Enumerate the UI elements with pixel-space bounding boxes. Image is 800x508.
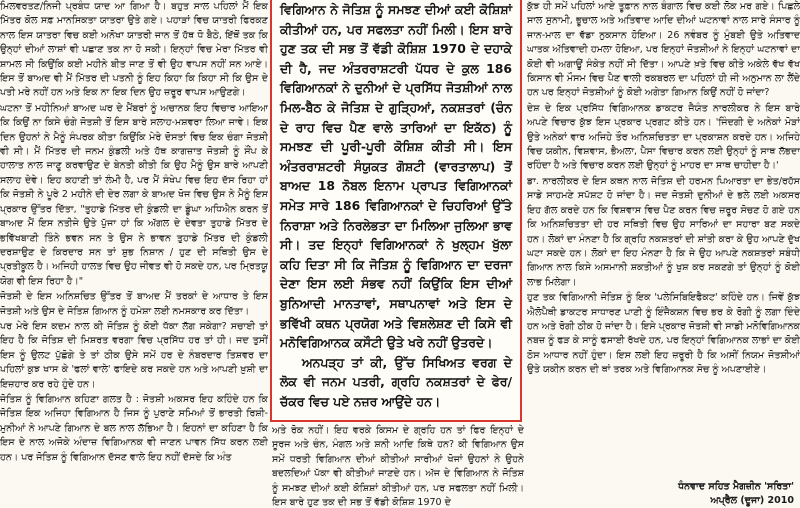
center-paragraph: ਅਤੇ ਰੋਕ ਨਹੀਂ। ਇਹ ਵਰਕੇ ਕਿਸਮ ਦੇ ਗ੍ਰਹਿ ਹਨ ਤਾਂ ਫਿਰ ਇਨ੍ਹਾਂ ਦੇ ਸੂਰਜ ਅਤੇ ਚੰਨ, ਮੰਗਲ ਅਤੇ ਸ਼ਨੀ ਆਦਿ ਕਿਥੇ ਹਨ? ਕੀ ਵਿਗਿਆਨ ਉਸ ਸਮੇਂ ਧਰਤੀ ਵਿਗਿਆਨ ਦੀਆਂ ਕੀਤੀਆਂ ਸਾਰੀਆਂ ਖੋਜਾਂ ਉਹਨਾਂ ਨੇ ਉਹਨੇ ਬਦਲਦਿਆਂ ਪੱਕਾ ਵੀ ਕੀਤੀਆਂ ਜਾਣਦੇ ਹਨ। ਅੱਜ ਦੇ ਵਿਗਿਆਨ ਨੇ ਜੋਤਿਸ਼ ਨੂੰ ਸਮਝਣ ਦੀਆਂ ਕਈ ਕੋਸ਼ਿਸ਼ਾਂ ਕੀਤੀਆਂ ਹਨ, ਪਰ ਸਫਲਤਾ ਨਹੀਂ ਮਿਲੀ। ਇਸ ਬਾਰੇ ਹੁਣ ਤਕ ਦੀ ਸਭ ਤੋਂ ਵੱਡੀ ਕੋਸ਼ਿਸ਼ 1970 ਦੇ xyxy=(272,425,524,508)
right-paragraph: ਕੁੱਝ ਹੀ ਸਮੇਂ ਪਹਿਲਾਂ ਆਏ ਤੂਫ਼ਾਨ ਨਾਲ ਬੰਗਾਲ ਵਿਚ ਕਈ ਲੋਕ ਮਰ ਗਏ। ਪਿਛਲੇ ਸਾਲ ਸੁਨਾਮੀ, ਭੂਚਾਲ ਅਤੇ ਅਤਿਵਾਦ ਆਦਿ ਦੀਆਂ ਘਟਨਾਵਾਂ ਨਾਲ ਸਾਰੇ ਸੰਸਾਰ ਨੂੰ ਜਾਨ-ਮਾਲ ਦਾ ਵੱਡਾ ਨੁਕਸਾਨ ਹੋਇਆ। 26 ਨਵੰਬਰ ਨੂੰ ਮੁੰਬਈ ਉਤੇ ਅਤਿਵਾਦ ਘਾਤਕ ਅੱਤਿਵਾਦੀ ਹਮਲਾ ਹੋਇਆ, ਪਰ ਇਨ੍ਹਾਂ ਜੋਤਸ਼ੀਆਂ ਨੇ ਇਨ੍ਹਾਂ ਘਟਨਾਵਾਂ ਦਾ ਕੋਈ ਵੀ ਅਗਾਊਂ ਸੰਕੇਤ ਨਹੀਂ ਸੀ ਦਿੱਤਾ। ਆਪਣੇ ਖ਼ਤੇ ਵਿਚ ਕੀਤੇ ਅਕੇਲੇ ਵੱਖ ਵੱਖ ਕਿਸਾਨ ਵੀ ਮੌਸਮ ਵਿਚ ਪੈਣ ਵਾਲੀ ਰਕਬਰਲ ਦਾ ਪਹਿਲਾਂ ਹੀ ਜੀ ਅਨੁਮਾਨ ਲਾ ਲੈਂਦੇ ਹਨ ਪਰ ਇਨ੍ਹਾਂ ਜੋਤਸ਼ੀਆਂ ਨੂੰ ਕੋਈ ਅਗੇਤਾ ਗਿਆਨ ਕਿਉਂ ਨਹੀਂ ਹੋ ਜਾਂਦਾ? xyxy=(527,1,800,99)
left-paragraph: ਪਰ ਮੇਰੇ ਇਸ ਕਦਮ ਨਾਲ ਕੀ ਜੋਤਿਸ਼ ਨੂੰ ਕੋਈ ਧੱਕਾ ਲੱਗ ਸਕੇਗਾ? ਸਚਾਈ ਤਾਂ ਇਹ ਹੈ ਕਿ ਜੋਤਿਸ਼ ਦੀ ਮਿਸ਼ਰਤ ਵਰਗਾ ਵਿਚ ਪ੍ਰਸਿੱਧ ਹਰ ਤਾਂ ਹੀ। ਜਦ ਤੁਸੀਂ ਇਸ ਨੂੰ ਉਲਟ ਪੁੱਛੋਗੇ ਤੇ ਤਾਂ ਠੀਕ ਉਸੇ ਸਮੇਂ ਹਰ ਦੇ ਨੰਬਰਦਾਰ ਤਿਸ਼ਵਰ ਦਾ ਪਹਿਲਾਂ ਕੁਝ ਖਾਸ ਕੇ 'ਫਲਾਂ ਵਾਲੇ' ਫਾਇਦੇ ਕਰ ਸਕਦੇ ਹਨ ਅਤੇ ਆਪਣੀ ਖ਼ੁਸ਼ੀ ਦਾ ਇਜ਼ਹਾਰ ਕਰ ਰਹੇ ਹੁੰਦੇ ਹਨ। xyxy=(0,320,268,390)
left-paragraph: ਜੋਤਿਸ਼ ਨੂੰ ਵਿਗਿਆਨ ਕਹਿਣਾ ਗਲਤ ਹੈ : ਜੋਤਸ਼ੀ ਅਕਸਰ ਇਹ ਕਹਿੰਦੇ ਹਨ ਕਿ ਜੋਤਿਸ਼ ਇਕ ਅਜਿਹਾ ਵਿਗਿਆਨ ਹੈ ਜਿਸ ਨੂੰ ਪੁਰਾਣੇ ਸਮਿਆਂ ਤੋਂ ਭਾਰਤੀ ਰਿਸ਼ੀ-ਮੁਨੀਆਂ ਨੇ ਆਪਣੇ ਗਿਆਨ ਦੇ ਬਲ ਨਾਲ ਲੱਭਿਆ ਹੈ। ਇਹਨਾਂ ਦਾ ਕਹਿਣਾ ਹੈ ਕਿ ਇਸ ਦੇ ਨਾਲ ਅਜੋਕੇ ਅੰਦਾਜ਼ ਵਿਗਿਆਨਕ ਵੀ ਜਾਣਨ ਪਾਵਨ ਸਿੱਧ ਕਰਨ ਲਈ ਹਨ। ਪਰ ਜੋਤਿਸ਼ ਨੂੰ ਵਿਗਿਆਨ ਦੱਸਣ ਵਾਲੇ ਇਹ ਨਹੀਂ ਦੱਸਦੇ ਕਿ ਅੰਤ xyxy=(0,393,268,463)
left-paragraph: ਜੋਤਸ਼ੀ ਦੇ ਇਸ ਅਨਿਸ਼ਚਿਤ ਉੱਤਰ ਤੋਂ ਬਾਅਦ ਮੈਂ ਤਰਕਾਂ ਦੇ ਆਧਾਰ ਤੇ ਇਸ ਜੋਤਸ਼ੀ ਅਤੇ ਉਸ ਦੇ ਜੋਤਿਸ਼ ਗਿਆਨ ਨੂੰ ਹਮੇਸ਼ਾ ਲਈ ਨਮਸਕਾਰ ਕਰ ਦਿੱਤਾ। xyxy=(0,291,268,317)
right-column xyxy=(527,0,800,508)
highlighted-pullquote-box xyxy=(270,0,522,422)
right-paragraph: ਹੁਣ ਤਕ ਵਿਗਿਆਨੀ ਜੋਤਿਸ਼ ਨੂੰ ਇਕ 'ਪਲੇਸਿਬਿਇਫੈਕਟ' ਕਹਿੰਦੇ ਹਨ। ਜਿਵੇਂ ਕੁੱਝ ਐਲੋਪੈਥੀ ਡਾਕਟਰ ਸਾਧਾਰਣ ਪਾਣੀ ਨੂੰ ਇੰਜੈਕਸ਼ਨ ਵਿਚ ਭਰ ਕੇ ਰੋਗੀ ਨੂੰ ਲਗਾ ਦਿੰਦੇ ਹਨ ਅਤੇ ਰੋਗੀ ਠੀਕ ਹੋ ਜਾਂਦਾ ਹੈ। ਇਸੇ ਪ੍ਰਕਾਰ ਜੋਤਸ਼ੀ ਵੀ ਸਾਡੀ ਮਨੋਵਿਗਿਆਨਕ ਨਬਜ਼ ਨੂੰ ਫੜ ਕੇ ਸਾਨੂੰ ਫਸਾਈ ਰੱਖਦੇ ਹਨ, ਪਰ ਇਨ੍ਹਾਂ ਵਿਗਿਆਨਕ ਲਾਭਾਂ ਦਾ ਕੋਈ ਠੋਸ ਆਧਾਰ ਨਹੀਂ ਹੁੰਦਾ। ਇਸ ਲਈ ਇਹ ਜ਼ਰੂਰੀ ਹੈ ਕਿ ਅਸੀਂ ਨਿਯਮ ਜੋਤਸ਼ੀਆਂ ਉਤੇ ਯਕੀਨ ਕਰਨ ਦੀ ਥਾਂ ਤਰਕ ਅਤੇ ਵਿਗਿਆਨਕ ਸੋਚ ਨੂੰ ਅਪਣਾਈਏ। xyxy=(527,292,800,376)
right-paragraph: ਦੇਸ਼ ਦੇ ਇਕ ਪ੍ਰਸਿੱਧ ਵਿਗਿਆਨਕ ਡਾਕਟਰ ਜੈਯੰਤ ਨਾਰਲੀਕਰ ਨੇ ਇਸ ਬਾਰੇ ਅਪਣੇ ਵਿਚਾਰ ਕੁੱਝ ਇਸ ਪ੍ਰਕਾਰ ਪ੍ਰਗਟ ਕੀਤੇ ਹਨ। 'ਜਿੰਦਗੀ ਦੇ ਅਨੇਕਾਂ ਮੋੜਾਂ ਉਤੇ ਅਨੇਕਾਂ ਵਾਰ ਅਜਿਹੇ ਤੌਰ ਅਨਿਸ਼ਚਿਤਤਾ ਦਾ ਪ੍ਰਕਾਸ਼ਨ ਕਰਦੇ ਹਨ। ਅਜਿਹੇ ਵਿਚ ਯਕੀਨ, ਵਿਸ਼ਵਾਸ, ਭੈਅਲਾ, ਪੈਸਾ ਵਿਚਾਰ ਕਰਨ ਲਈ ਉਨ੍ਹਾਂ ਨੂੰ ਸਾਥ ਲੱਭਦਾ ਰਹਿੰਦਾ ਹੈ ਅਤੇ ਵਿਚਾਰ ਕਰਨ ਲਈ ਉਨ੍ਹਾਂ ਨੂੰ ਮਾਹਰ ਦਾ ਸਾਥ ਚਾਹੀਦਾ ਹੈ।' xyxy=(527,102,800,172)
left-paragraph: ਘਟਨਾ ਤੋਂ ਮਹੀਨਿਆਂ ਬਾਅਦ ਘਰ ਦੇ ਮੈਂਬਰਾਂ ਨੂੰ ਅਚਾਨਕ ਇਹ ਵਿਚਾਰ ਆਇਆ ਕਿ ਕਿਉਂ ਨਾ ਕਿਸੇ ਚੰਗੇ ਜੋਤਸ਼ੀ ਤੋਂ ਇਸ ਬਾਰੇ ਸਲਾਹ-ਮਸ਼ਵਰਾ ਲਿਆ ਜਾਵੇ। ਇਕ ਦਿਨ ਉਹਨਾਂ ਨੇ ਮੈਨੂੰ ਸੰਪਰਕ ਕੀਤਾ ਕਿਉਂਕਿ ਮੇਰੇ ਦੋਸਤਾਂ ਵਿਚ ਇਕ ਚੰਗਾ ਜੋਤਸ਼ੀ ਵੀ ਸੀ। ਮੈਂ ਮਿੱਤਰ ਦੀ ਜਨਮ ਕੁੰਡਲੀ ਅਤੇ ਹੱਥ ਕਾਗਜ਼ਾਤ ਜੋਤਸ਼ੀ ਨੂੰ ਸੌਂਪ ਕੇ ਹਾਲਾਤ ਨਾਲ ਜਾਣੂ ਕਰਵਾਉਣ ਦੇ ਬੇਨਤੀ ਕੀਤੀ ਕਿ ਉਹ ਮੈਨੂੰ ਉਸ ਬਾਰੇ ਆਪਣੀ ਸਲਾਹ ਦੇਵੇ। ਇਹ ਕਹਾਣੀ ਤਾਂ ਲੰਮੀ ਹੈ, ਪਰ ਮੈਂ ਸੰਖੇਪ ਵਿਚ ਇਹ ਦੱਸ ਰਿਹਾ ਹਾਂ ਕਿ ਜੋਤਸ਼ੀ ਨੇ ਪੂਰੇ 2 ਮਹੀਨੇ ਦੀ ਦੇਰ ਲਗਾ ਕੇ ਬਾਅਦ ਖੋਜ ਵਿਚ ਉਸ ਨੇ ਮੈਨੂੰ ਇਸ ਪ੍ਰਕਾਰ ਉੱਤਰ ਦਿੱਤਾ, "ਤੁਹਾਡੇ ਮਿੱਤਰ ਦੀ ਕੁੰਡਲੀ ਦਾ ਡੂੰਘਾ ਅਧਿਐਨ ਕਰਨ ਤੋਂ ਬਾਅਦ ਮੈਂ ਇਸ ਨਤੀਜੇ ਉਤੇ ਪੁੱਜਾ ਹਾਂ ਕਿ ਅੱਗਲ ਦੇ ਦੇਵਤਾ ਤੁਹਾਡੇ ਮਿੱਤਰ ਦੇ ਭਵਿੱਖਬਾਣੀ ਤਿੰਨੇ ਭਵਨ ਸਨ ਤੇ ਉਸ ਨੇ ਭਾਵਨ ਤੁਹਾਡੇ ਮਿੱਤਰ ਦੀ ਕੁੰਡਲੀ ਦਰਸ਼ਾਉਣ ਦੇ ਕਿਰਦਾਰ ਸਨ ਤਾਂ ਸ਼ੁਭ ਨਿਸ਼ਾਨ / ਹੁਣ ਦੀ ਸਥਿਤੀ ਉਸ ਦੇ ਪ੍ਰਤੀਕੂਲ ਹੈ। ਅਜਿਹੀ ਹਾਲਤ ਵਿਚ ਉਹ ਜੀਵਤ ਵੀ ਹੋ ਸਕਦੇ ਹਨ, ਪਰ ਮ੍ਰਿਤਯੂ ਯੋਗ ਵੀ ਇਸ ਰਿਹਾ ਹੈ।" xyxy=(0,102,268,287)
left-paragraph: ਮਿਲਵਰਤਣ/ਨਿਜੀ ਪ੍ਰਬੰਧ ਯਾਦ ਆ ਗਿਆ ਹੈ। ਬਹੁਤ ਸਾਲ ਪਹਿਲਾਂ ਮੈਂ ਇਕ ਮਿੱਤਰ ਕੋਲ ਸਫ਼ ਮਾਨਸਿਕਤਾ ਯਾਤਰਾ ਉਤੇ ਗਏ। ਪਹਾੜਾਂ ਵਿਚ ਯਾਤਰੀ ਫਿਰਕਣ ਨਾਲ ਇਸ ਯਾਤਰਾ ਵਿਚ ਕਈ ਅਨੋਖਾ ਯਾਤਰੀ ਜਾਨ ਤੋਂ ਹੱਥ ਧੋ ਬੈਠੇ, ਇੱਥੋਂ ਤਕ ਕਿ ਉਨ੍ਹਾਂ ਦੀਆਂ ਲਾਸ਼ਾਂ ਵੀ ਪਛਾਣ ਤਕ ਨਾ ਹੋ ਸਕੀ। ਇਨ੍ਹਾਂ ਵਿਚ ਮੇਰਾ ਮਿੱਤਰ ਵੀ ਸ਼ਾਮਲ ਸੀ ਕਿਉਂਕਿ ਕਈ ਮਹੀਨੇ ਬੀਤ ਜਾਣ ਤੋਂ ਵੀ ਉਹ ਵਾਪਸ ਨਹੀਂ ਸਨ ਆਏ। ਇਸ ਤੋਂ ਬਾਅਦ ਵੀ ਮੈਂ ਮਿੱਤਰ ਦੀ ਪਤਨੀ ਨੂੰ ਇਹ ਕਿਹਾ ਕਿ ਕਿਹਾ ਸੀ ਕਿ ਉਸ ਦੇ ਪਤੀ ਮਰੇ ਨਹੀਂ ਹਨ ਅਤੇ ਇਕ ਨਾ ਇਕ ਦਿਨ ਉਹ ਜ਼ਰੂਰ ਵਾਪਸ ਆਉਣਗੇ। xyxy=(0,1,268,99)
pullquote-paragraph: ਅਨਪੜ੍ਹ ਤਾਂ ਕੀ, ਉੱਚ ਸਿਖਿਅਤ ਵਰਗ ਦੇ ਲੋਕ ਵੀ ਜਨਮ ਪਤਰੀ, ਗ੍ਰਹਿ ਨਕਸ਼ਤਰਾਂ ਦੇ ਫੇਰ/ਚੱਕਰ ਵਿਚ ਪਏ ਨਜ਼ਰ ਆਉਂਦੇ ਹਨ। xyxy=(280,354,512,409)
source-date: ਅਪ੍ਰੈਲ (ਦੂਜਾ) 2010 xyxy=(710,495,794,506)
center-bottom-text xyxy=(272,424,524,508)
source-credit: ਧੰਨਵਾਦ ਸਹਿਤ ਮੈਗਜ਼ੀਨ 'ਸਰਿਤਾ' xyxy=(678,481,794,492)
left-column xyxy=(0,0,268,508)
pullquote-paragraph: ਵਿਗਿਆਨ ਨੇ ਜੋਤਿਸ਼ ਨੂੰ ਸਮਝਣ ਦੀਆਂ ਕਈ ਕੋਸ਼ਿਸ਼ਾਂ ਕੀਤੀਆਂ ਹਨ, ਪਰ ਸਫਲਤਾ ਨਹੀਂ ਮਿਲੀ। ਇਸ ਬਾਰੇ ਹੁਣ ਤਕ ਦੀ ਸਭ ਤੋਂ ਵੱਡੀ ਕੋਸ਼ਿਸ਼ 1970 ਦੇ ਦਹਾਕੇ ਦੀ ਹੈ, ਜਦ ਅੰਤਰਰਾਸ਼ਟਰੀ ਪੱਧਰ ਦੇ ਕੁਲ 186 ਵਿਗਿਆਨਕਾਂ ਨੇ ਦੁਨੀਆਂ ਦੇ ਪ੍ਰਸਿੱਧ ਜੋਤਸ਼ੀਆਂ ਨਾਲ ਮਿਲ-ਬੈਠ ਕੇ ਜੋਤਿਸ਼ ਦੇ ਗੁੜ੍ਹਿਆਂ, ਨਕਸ਼ਤਰਾਂ (ਚੰਨ ਦੇ ਰਾਹ ਵਿਚ ਪੈਣ ਵਾਲੇ ਤਾਰਿਆਂ ਦਾ ਇਕੱਠ) ਨੂੰ ਸਮਝਣ ਦੀ ਪੂਰੀ-ਪੂਰੀ ਕੋਸ਼ਿਸ਼ ਕੀਤੀ ਸੀ। ਇਸ ਅੰਤਰਰਾਸ਼ਟਰੀ ਸੰਯੁਕਤ ਗੋਸ਼ਟੀ (ਵਾਰਤਾਲਾਪ) ਤੋਂ ਬਾਅਦ 18 ਨੋਬਲ ਇਨਾਮ ਪ੍ਰਾਪਤ ਵਿਗਿਆਨਕਾਂ ਸਮੇਤ ਸਾਰੇ 186 ਵਿਗਿਆਨਕਾਂ ਦੇ ਚਿਹਰਿਆਂ ਉੱਤੇ ਨਿਰਾਸ਼ਾ ਅਤੇ ਨਿਰਲੇਭਤਾ ਦਾ ਮਿਲਿਆ ਜੁਲਿਆ ਭਾਵ ਸੀ। ਤਦ ਇਨ੍ਹਾਂ ਵਿਗਿਆਨਕਾਂ ਨੇ ਖੁਲ੍ਹਮ ਖੁੱਲਾ ਕਹਿ ਦਿਤਾ ਸੀ ਕਿ ਜੋਤਿਸ਼ ਨੂੰ ਵਿਗਿਆਨ ਦਾ ਦਰਜਾ ਦੇਣਾ ਇਸ ਲਈ ਸੰਭਵ ਨਹੀਂ ਕਿਉਂਕਿ ਇਸ ਦੀਆਂ ਬੁਨਿਆਦੀ ਮਾਨਤਾਵਾਂ, ਸਥਾਪਨਾਵਾਂ ਅਤੇ ਇਸ ਦੇ ਭਵਿੱਖੀ ਕਥਨ ਪ੍ਰਯੋਗ ਅਤੇ ਵਿਸ਼ਲੇਸ਼ਣ ਦੀ ਕਿਸੇ ਵੀ ਮਨੋਵਿਗਿਆਨਕ ਕਸੌਟੀ ਉਤੇ ਖਰੇ ਨਹੀਂ ਉਤਰਦੇ। xyxy=(280,2,512,351)
right-paragraph: ਡਾ. ਨਾਰਲੀਕਰ ਦੇ ਇਸ ਕਥਨ ਨਾਲ ਜੋਤਿਸ਼ ਦੀ ਹਰਮਨ ਪਿਆਰਤਾ ਦਾ ਭੇਤ/ਰਹੱਸ ਸਾਡੇ ਸਾਹਮਣੇ ਸਪੱਸ਼ਟ ਹੋ ਜਾਂਦਾ ਹੈ। ਜਦ ਜੋਤਸ਼ੀ ਦੁਨੀਆਂ ਦੇ ਭਲੇ ਲਈ ਅਕਸਰ ਇਹ ਗੱਲ ਕਰਦੇ ਹਨ ਕਿ ਵਿਸ਼ਵਾਸ ਵਿਚ ਪੈਣ ਕਰਨ ਵਿਚ ਜ਼ਰੂਰ ਸੋਚਣ ਹੋ ਗਏ ਹਨ ਕਿ ਅਨਿਸ਼ਚਿਤਤਾ ਦੀ ਹਰ ਸਥਿਤੀ ਵਿਚ ਉਹ ਸਾਰਿਆਂ ਦਾ ਸਹਾਰਾ ਬਣ ਸਕਦੇ ਹਨ। ਲੋਕਾਂ ਦਾ ਮੰਨਣਾ ਹੈ ਕਿ ਗ੍ਰਹਿ ਨਕਸ਼ਤਰਾਂ ਦੀ ਸ਼ਾਂਤੀ ਕਰਾ ਕੇ ਉਹ ਆਪਣੇ ਦੁੱਖ ਘਟਾ ਸਕਦੇ ਹਨ। ਲੋਕਾਂ ਦਾ ਇਹ ਮੰਨਣਾ ਹੈ ਕਿ ਜੇ ਉਹ ਆਪਣੇ ਨਕਸ਼ਤਰਾਂ ਸਬੰਧੀ ਗਿਆਨ ਨਾਲ ਕਿਸੇ ਅਸਮਾਨੀ ਸ਼ਕਤੀਆਂ ਨੂੰ ਖੁਸ਼ ਕਰ ਸਕਣਗੇ ਤਾਂ ਉਨ੍ਹਾਂ ਨੂੰ ਕੋਈ ਲਾਭ ਮਿਲੇਗਾ। xyxy=(527,175,800,288)
